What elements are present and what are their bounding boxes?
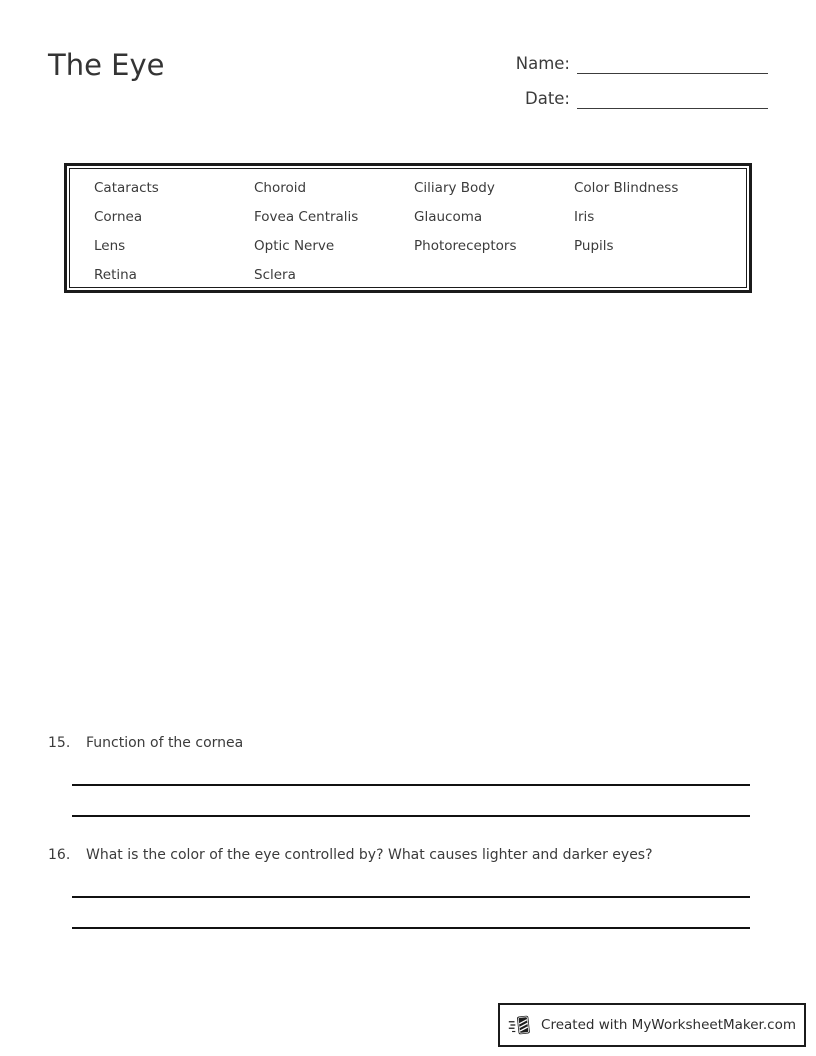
question-16-answer-line-1[interactable]: [72, 896, 750, 898]
question-15-answer-line-1[interactable]: [72, 784, 750, 786]
page-title: The Eye: [48, 48, 165, 82]
word-bank-term: Retina: [94, 266, 137, 283]
question-text: What is the color of the eye controlled by? What causes lighter and darker eyes?: [86, 847, 653, 863]
word-bank-term: Photoreceptors: [414, 237, 517, 254]
question-16-answer-line-2[interactable]: [72, 927, 750, 929]
word-bank-term: Choroid: [254, 179, 307, 196]
word-bank-box: [64, 163, 752, 293]
word-bank-grid: [69, 168, 747, 288]
word-bank-term: Lens: [94, 237, 126, 254]
word-bank-term: Iris: [574, 208, 595, 225]
word-bank-term: Fovea Centralis: [254, 208, 359, 225]
word-bank-term: Optic Nerve: [254, 237, 335, 254]
word-bank-term: Sclera: [254, 266, 296, 283]
header-id-fields: [516, 50, 768, 109]
question-number: 16.: [48, 847, 71, 863]
word-bank-term: Cataracts: [94, 179, 159, 196]
word-bank-term: Ciliary Body: [414, 179, 495, 196]
question-16: [48, 846, 750, 929]
question-number: 15.: [48, 735, 71, 751]
credit-box: [498, 1003, 806, 1047]
word-bank-term: Cornea: [94, 208, 143, 225]
name-field-row: [516, 50, 768, 74]
name-label: Name:: [515, 54, 570, 74]
credit-text: Created with MyWorksheetMaker.com: [541, 1017, 796, 1033]
question-text: Function of the cornea: [86, 735, 244, 751]
name-input-line[interactable]: [577, 50, 768, 74]
question-15-answer-line-2[interactable]: [72, 815, 750, 817]
question-15-prompt: [48, 734, 750, 753]
word-bank-term: Pupils: [574, 237, 614, 254]
worksheet-maker-logo-icon: [508, 1012, 534, 1038]
date-field-row: [516, 85, 768, 109]
date-label: Date:: [525, 89, 570, 109]
date-input-line[interactable]: [577, 85, 768, 109]
word-bank-term: Glaucoma: [414, 208, 483, 225]
word-bank-term: Color Blindness: [574, 179, 679, 196]
question-15: [48, 734, 750, 817]
question-16-prompt: [48, 846, 750, 865]
